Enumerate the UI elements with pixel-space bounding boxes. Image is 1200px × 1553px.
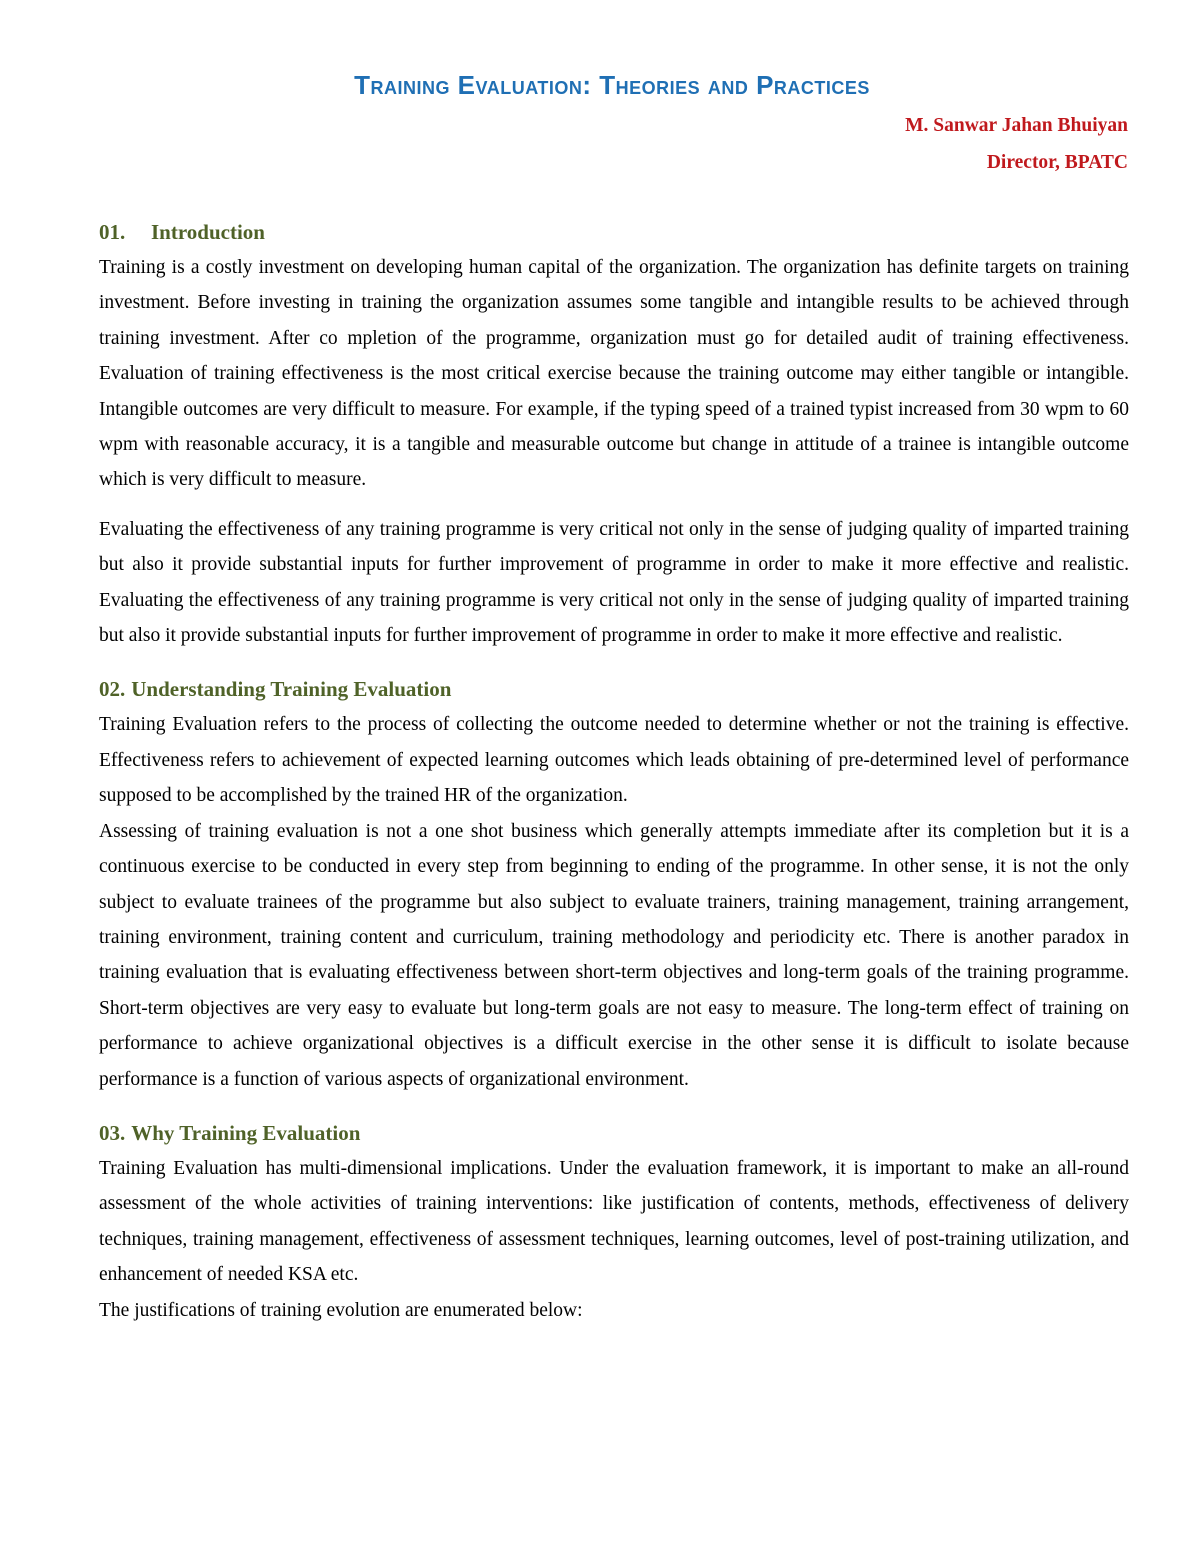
author-role: Director, BPATC bbox=[986, 152, 1128, 173]
document-title: Training Evaluation: Theories and Practices bbox=[354, 70, 870, 100]
paragraph: Training is a costly investment on developing human capital of the organization. The organization has definite targets on training investment. Before investing in training the organization assumes some tangible and intangible results to be achieved through training investment. After co mpletion of the programme, organization must go for detailed audit of training effectiveness. Evaluation of training effectiveness is the most critical exercise because the training outcome may either tangible or intangible. Intangible outcomes are very difficult to measure. For example, if the typing speed of a trained typist increased from 30 wpm to 60 wpm with reasonable accuracy, it is a tangible and measurable outcome but change in attitude of a trainee is intangible outcome which is very difficult to measure. bbox=[99, 257, 1129, 491]
section-introduction bbox=[99, 216, 1129, 653]
paragraph: Training Evaluation refers to the process of collecting the outcome needed to determine whether or not the training is effective. Effectiveness refers to achievement of expected learning outcomes which leads obtaining of pre-determined level of performance supposed to be accomplished by the trained HR of the organization. bbox=[99, 714, 1129, 807]
paragraph: Training Evaluation has multi-dimensional implications. Under the evaluation framework, it is important to make an all-round assessment of the whole activities of training interventions: like justification of contents, methods, effectiveness of delivery techniques, training management, effectiveness of assessment techniques, learning outcomes, level of post-training utilization, and enhancement of needed KSA etc. bbox=[99, 1157, 1129, 1286]
section-heading bbox=[99, 1117, 1129, 1149]
section-why-training-evaluation bbox=[99, 1117, 1129, 1328]
section-number: 01. bbox=[99, 220, 126, 244]
section-heading bbox=[99, 216, 1129, 248]
section-title: Why Training Evaluation bbox=[131, 1120, 361, 1145]
paragraph: The justifications of training evolution are enumerated below: bbox=[99, 1299, 583, 1321]
paragraph: Assessing of training evaluation is not a one shot business which generally attempts immediate after its completion but it is a continuous exercise to be conducted in every step from beginning to ending of the programme. In other sense, it is not the only subject to evaluate trainees of the programme but also subject to evaluate trainers, training management, training arrangement, training environment, training content and curriculum, training methodology and periodicity etc. There is another paradox in training evaluation that is evaluating effectiveness between short-term objectives and long-term goals of the training programme. Short-term objectives are very easy to evaluate but long-term goals are not easy to measure. The long-term effect of training on performance to achieve organizational objectives is a difficult exercise in the other sense it is difficult to isolate because performance is a function of various aspects of organizational environment. bbox=[99, 820, 1129, 1090]
author-name: M. Sanwar Jahan Bhuiyan bbox=[905, 115, 1128, 136]
section-number: 02. bbox=[99, 677, 126, 702]
section-number: 03. bbox=[99, 1120, 126, 1145]
section-title: Understanding Training Evaluation bbox=[131, 677, 452, 702]
document-body bbox=[99, 216, 1129, 1328]
section-understanding-training-evaluation bbox=[99, 673, 1129, 1096]
section-heading bbox=[99, 673, 1129, 705]
paragraph: Evaluating the effectiveness of any training programme is very critical not only in the sense of judging quality of imparted training but also it provide substantial inputs for further improvement of programme in order to make it more effective and realistic. Evaluating the effectiveness of any training programme is very critical not only in the sense of judging quality of imparted training but also it provide substantial inputs for further improvement of programme in order to make it more effective and realistic. bbox=[99, 518, 1129, 647]
section-title: Introduction bbox=[151, 220, 265, 244]
